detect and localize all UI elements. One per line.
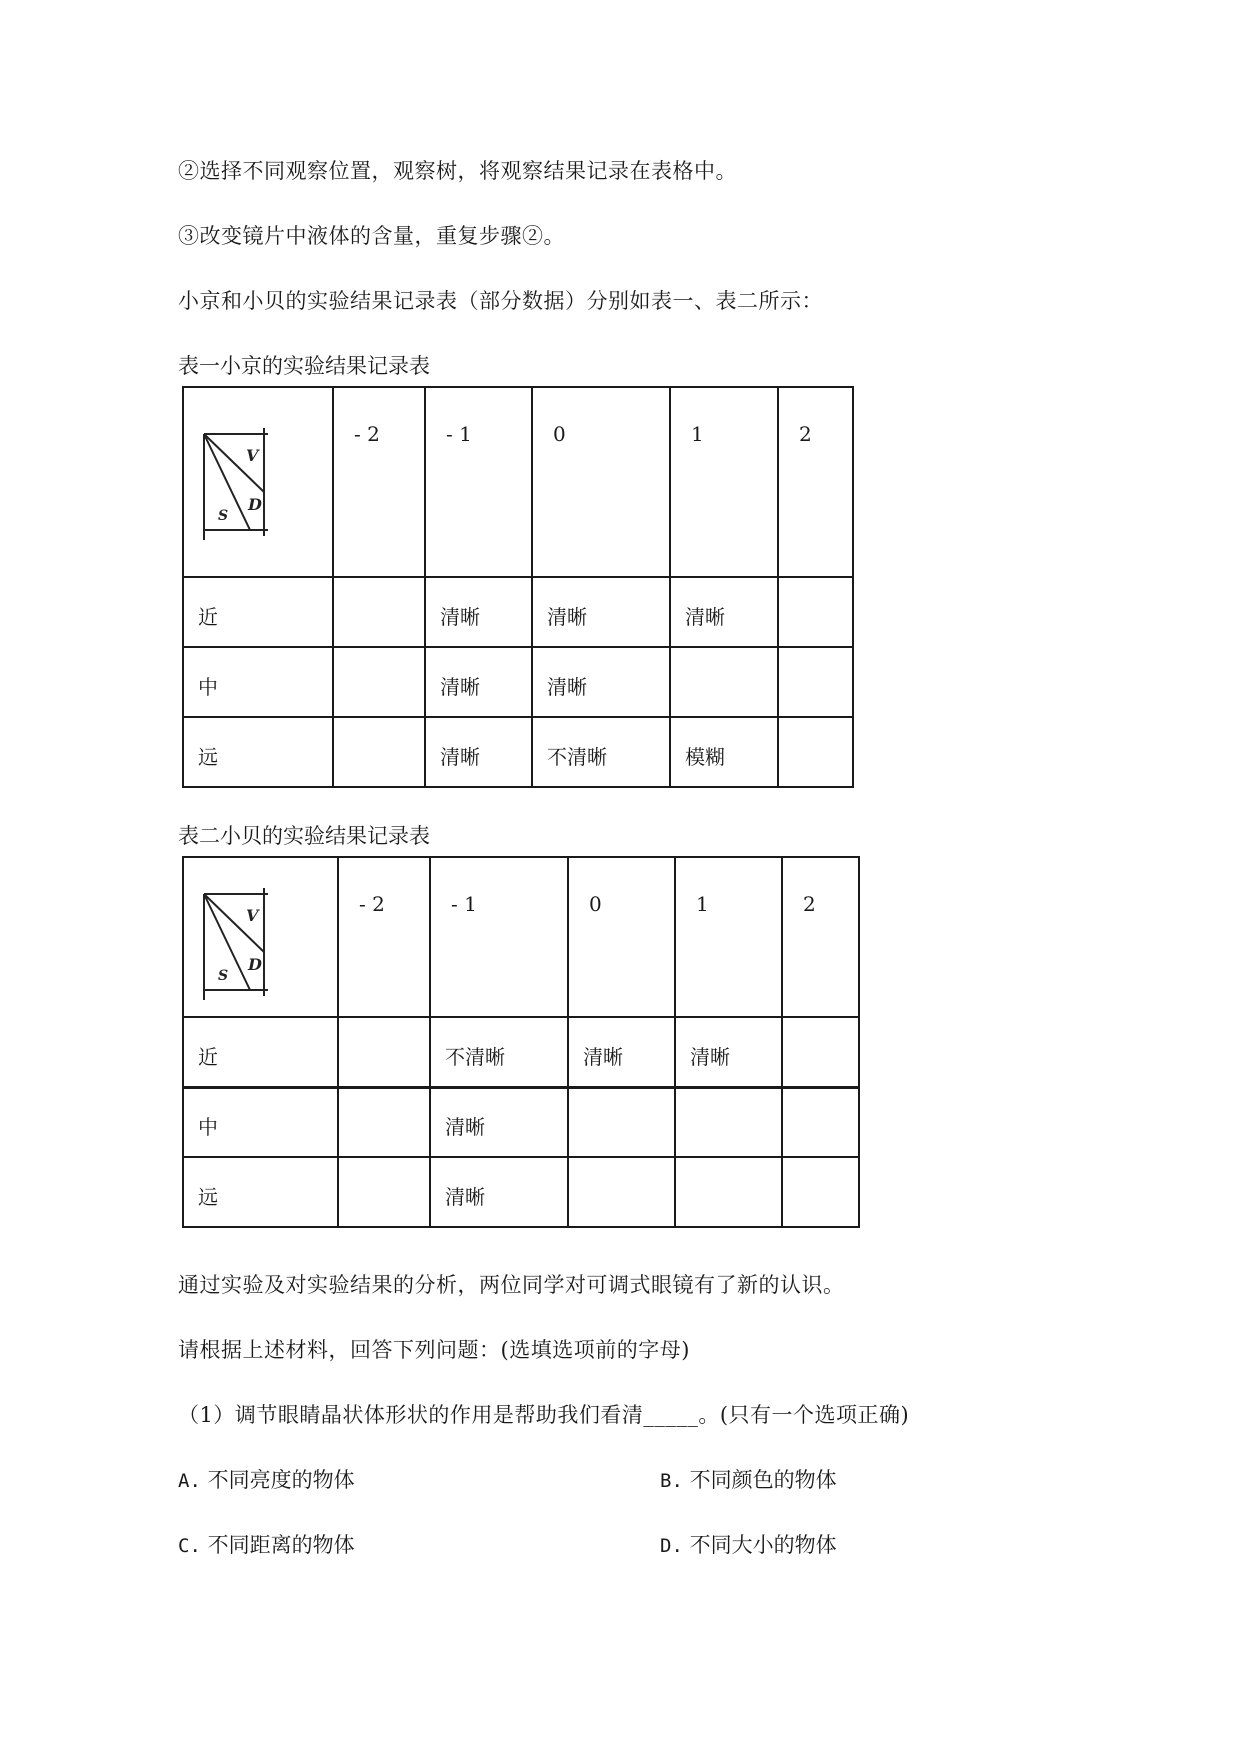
row-label-cell: 中 xyxy=(183,647,333,717)
table-row xyxy=(183,717,853,787)
question1-text: （1）调节眼睛晶状体形状的作用是帮助我们看清_____。(只有一个选项正确) xyxy=(178,1403,910,1427)
label-d: D xyxy=(248,955,262,974)
lens-diagram-icon xyxy=(202,888,274,1000)
option-c-text: 不同距离的物体 xyxy=(207,1533,355,1557)
table-cell: 清晰 xyxy=(425,717,532,787)
table-cell xyxy=(338,1017,430,1087)
option-b-letter: B. xyxy=(660,1470,683,1492)
table-cell xyxy=(568,1087,675,1157)
table-cell: 清晰 xyxy=(430,1157,568,1227)
table-cell xyxy=(675,1157,782,1227)
option-d-text: 不同大小的物体 xyxy=(689,1533,837,1557)
table-cell: 清晰 xyxy=(568,1017,675,1087)
table2-figure-cell xyxy=(183,857,338,1017)
table-cell: 清晰 xyxy=(675,1017,782,1087)
table1-header-cell: 1 xyxy=(670,387,778,577)
table-cell xyxy=(675,1087,782,1157)
table2-header-cell: 2 xyxy=(782,857,859,1017)
table1-header-cell: 2 xyxy=(778,387,853,577)
row-label-cell: 中 xyxy=(183,1087,338,1157)
lens-diagram-icon xyxy=(202,428,274,540)
table-cell xyxy=(782,1087,859,1157)
table2-header-cell: - 1 xyxy=(430,857,568,1017)
table-cell: 清晰 xyxy=(670,577,778,647)
table-cell xyxy=(333,717,425,787)
option-d-letter: D. xyxy=(660,1535,683,1557)
row-label-cell: 近 xyxy=(183,1017,338,1087)
table-cell xyxy=(333,577,425,647)
table1-header-cell: 0 xyxy=(532,387,670,577)
label-v: V xyxy=(246,446,259,465)
row-label-cell: 远 xyxy=(183,1157,338,1227)
table2-header-cell: 1 xyxy=(675,857,782,1017)
table-row xyxy=(183,647,853,717)
option-a[interactable] xyxy=(178,1466,355,1495)
row-label-cell: 远 xyxy=(183,717,333,787)
label-d: D xyxy=(248,495,262,514)
table1-caption: 表一小京的实验结果记录表 xyxy=(178,354,430,378)
table-cell xyxy=(670,647,778,717)
option-b[interactable] xyxy=(660,1466,837,1495)
option-b-text: 不同颜色的物体 xyxy=(689,1468,837,1492)
table2 xyxy=(182,856,860,1228)
table-cell xyxy=(782,1017,859,1087)
table-cell xyxy=(782,1157,859,1227)
table-row xyxy=(183,1087,859,1157)
option-c[interactable] xyxy=(178,1531,355,1560)
step2-paragraph: ②选择不同观察位置，观察树，将观察结果记录在表格中。 xyxy=(178,159,737,183)
table1-header-cell: - 2 xyxy=(333,387,425,577)
conclusion-paragraph: 通过实验及对实验结果的分析，两位同学对可调式眼镜有了新的认识。 xyxy=(178,1273,845,1297)
table1-figure-cell xyxy=(183,387,333,577)
table1 xyxy=(182,386,854,788)
table-cell xyxy=(778,647,853,717)
instruction-paragraph: 请根据上述材料，回答下列问题：(选填选项前的字母) xyxy=(178,1338,690,1362)
table-cell xyxy=(568,1157,675,1227)
row-label-cell: 近 xyxy=(183,577,333,647)
table-cell xyxy=(338,1087,430,1157)
table2-header-cell: 0 xyxy=(568,857,675,1017)
table-cell: 清晰 xyxy=(425,647,532,717)
table-row xyxy=(183,577,853,647)
table1-header-cell: - 1 xyxy=(425,387,532,577)
table-cell xyxy=(778,577,853,647)
step3-paragraph: ③改变镜片中液体的含量，重复步骤②。 xyxy=(178,224,565,248)
table2-caption: 表二小贝的实验结果记录表 xyxy=(178,824,430,848)
table-cell xyxy=(333,647,425,717)
option-c-letter: C. xyxy=(178,1535,201,1557)
table-cell: 清晰 xyxy=(425,577,532,647)
option-a-text: 不同亮度的物体 xyxy=(207,1468,355,1492)
table1-header-row xyxy=(183,387,853,577)
table-cell xyxy=(778,717,853,787)
table-cell: 清晰 xyxy=(532,577,670,647)
intro-paragraph: 小京和小贝的实验结果记录表（部分数据）分别如表一、表二所示： xyxy=(178,289,823,313)
table2-header-row xyxy=(183,857,859,1017)
table-row xyxy=(183,1017,859,1087)
table-cell: 不清晰 xyxy=(532,717,670,787)
table-row xyxy=(183,1157,859,1227)
label-v: V xyxy=(246,906,259,925)
option-a-letter: A. xyxy=(178,1470,201,1492)
table2-header-cell: - 2 xyxy=(338,857,430,1017)
table-cell: 清晰 xyxy=(430,1087,568,1157)
table-cell xyxy=(338,1157,430,1227)
label-s: S xyxy=(218,968,229,984)
label-s: S xyxy=(218,508,229,524)
table-cell: 清晰 xyxy=(532,647,670,717)
option-d[interactable] xyxy=(660,1531,837,1560)
table-cell: 模糊 xyxy=(670,717,778,787)
table-cell: 不清晰 xyxy=(430,1017,568,1087)
